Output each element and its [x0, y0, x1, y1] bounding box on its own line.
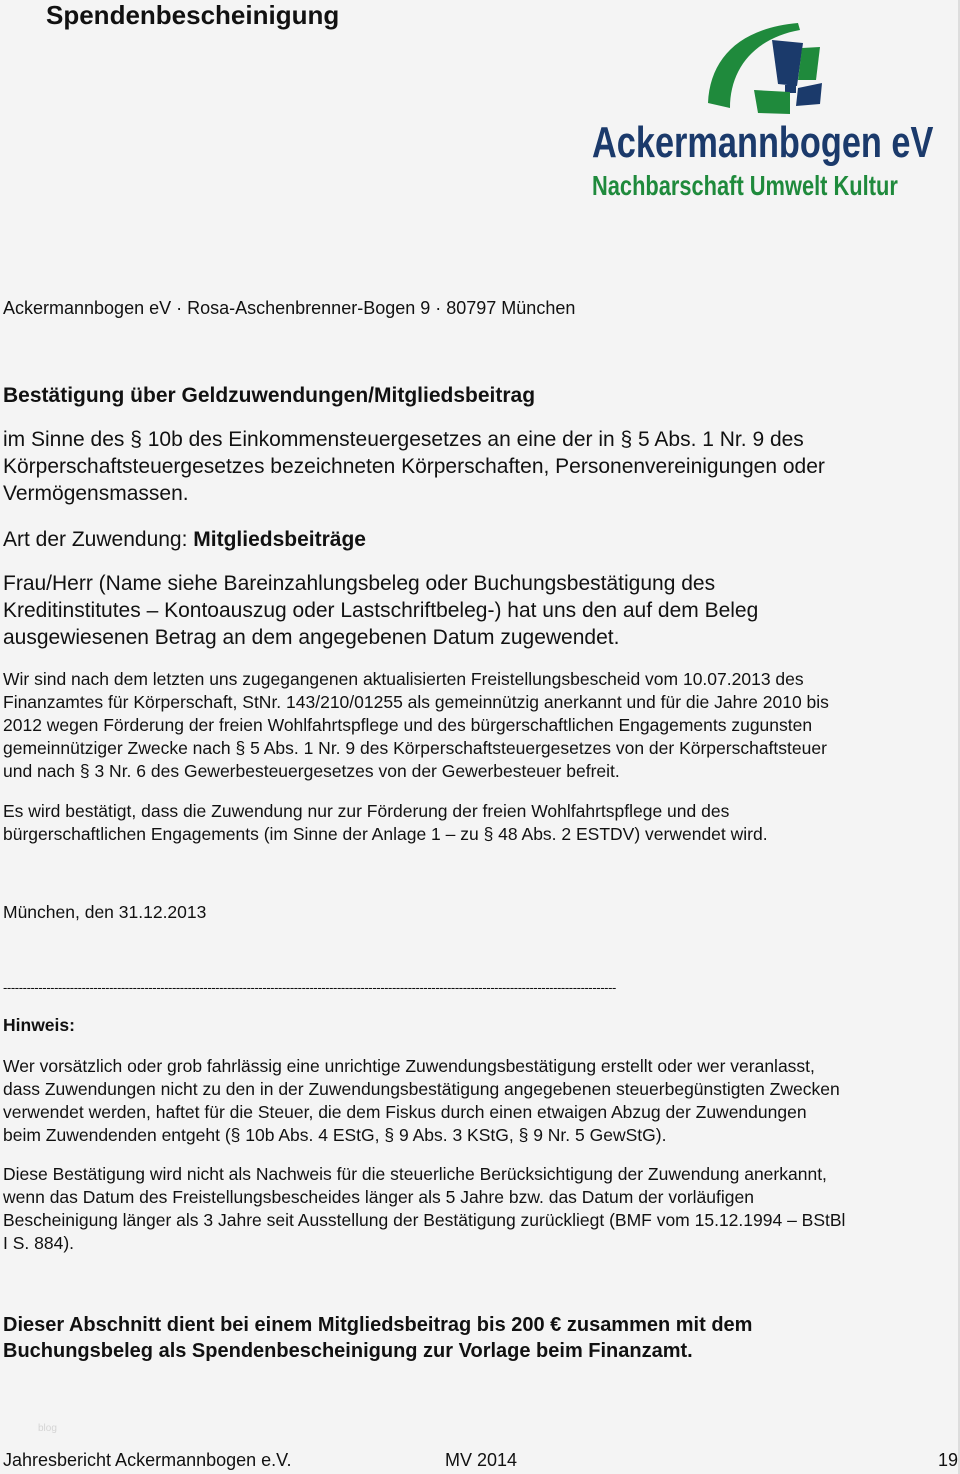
exemption-paragraph — [3, 668, 829, 783]
hinweis-paragraph-1 — [3, 1055, 840, 1147]
closing-note — [3, 1312, 752, 1364]
text-line: Diese Bestätigung wird nicht als Nachweis für die steuerliche Berücksichtigung der Zuwendung anerkannt, — [3, 1164, 827, 1184]
text-line: dass Zuwendungen nicht zu den in der Zuwendungsbestätigung angegebenen steuerbegünstigten Zwecken — [3, 1079, 840, 1099]
text-line: Bescheinigung länger als 3 Jahre seit Ausstellung der Bestätigung zurückliegt (BMF vom 15.12.1994 – BStBl — [3, 1210, 846, 1230]
text-line: Dieser Abschnitt dient bei einem Mitgliedsbeitrag bis 200 € zusammen mit dem — [3, 1314, 753, 1336]
sender-address: Ackermannbogen eV · Rosa-Aschenbrenner-Bogen 9 · 80797 München — [3, 298, 576, 318]
text-line: Vermögensmassen. — [3, 482, 189, 505]
donation-type — [3, 526, 366, 553]
text-line: Körperschaftsteuergesetzes bezeichneten Körperschaften, Personenvereinigungen oder — [3, 455, 825, 478]
text-line: Es wird bestätigt, dass die Zuwendung nur zur Förderung der freien Wohlfahrtspflege und des — [3, 801, 730, 821]
text-line: bürgerschaftlichen Engagements (im Sinne der Anlage 1 – zu § 48 Abs. 2 ESTDV) verwendet wird. — [3, 824, 768, 844]
donation-type-value: Mitgliedsbeiträge — [193, 528, 366, 551]
watermark: blog — [38, 1423, 57, 1434]
footer-report-title: Jahresbericht Ackermannbogen e.V. — [3, 1450, 292, 1470]
logo-name: Ackermannbogen eV — [592, 118, 934, 167]
text-line: verwendet werden, haftet für die Steuer, die dem Fiskus durch einen etwaigen Abzug der Zuwendungen — [3, 1102, 807, 1122]
text-line: Wer vorsätzlich oder grob fahrlässig eine unrichtige Zuwendungsbestätigung erstellt oder wer veranlasst, — [3, 1056, 815, 1076]
text-line: 2012 wegen Förderung der freien Wohlfahrtspflege und des bürgerschaftlichen Engagements zugunsten — [3, 715, 813, 735]
donation-type-label: Art der Zuwendung: — [3, 528, 194, 551]
donor-paragraph — [3, 570, 758, 651]
text-line: Kreditinstitutes – Kontoauszug oder Lastschriftbeleg-) hat uns den auf dem Beleg — [3, 599, 759, 622]
hinweis-label: Hinweis: — [3, 1015, 75, 1035]
place-date: München, den 31.12.2013 — [3, 902, 207, 922]
footer-meeting: MV 2014 — [445, 1450, 518, 1470]
text-line: ausgewiesenen Betrag an dem angegebenen Datum zugewendet. — [3, 626, 620, 649]
text-line: und nach § 3 Nr. 6 des Gewerbesteuergesetzes von der Gewerbesteuer befreit. — [3, 761, 620, 781]
footer-page-number: 19 — [937, 1450, 958, 1470]
intro-paragraph — [3, 426, 825, 507]
text-line: I S. 884). — [3, 1233, 75, 1253]
text-line: beim Zuwendenden entgeht (§ 10b Abs. 4 EStG, § 9 Abs. 3 KStG, § 9 Nr. 5 GewStG). — [3, 1125, 667, 1145]
certificate-heading: Bestätigung über Geldzuwendungen/Mitgliedsbeitrag — [3, 384, 536, 407]
text-line: gemeinnütziger Zwecke nach § 5 Abs. 1 Nr. 9 des Körperschaftsteuergesetzes von der Körperschaftsteuer — [3, 738, 827, 758]
hinweis-paragraph-2 — [3, 1163, 845, 1255]
document-title: Spendenbescheinigung — [46, 0, 340, 30]
confirmation-paragraph — [3, 800, 768, 846]
logo-emblem-icon — [590, 8, 960, 118]
separator-line: ------------------------------------------------------------------------------------------------------------------------------------------------------------ — [3, 980, 616, 995]
text-line: Buchungsbeleg als Spendenbescheinigung zur Vorlage beim Finanzamt. — [3, 1340, 693, 1362]
text-line: Wir sind nach dem letzten uns zugegangenen aktualisierten Freistellungsbescheid vom 10.07.2013 des — [3, 669, 804, 689]
text-line: im Sinne des § 10b des Einkommensteuergesetzes an eine der in § 5 Abs. 1 Nr. 9 des — [3, 428, 804, 451]
logo-tagline: Nachbarschaft Umwelt Kultur — [592, 170, 898, 201]
text-line: Frau/Herr (Name siehe Bareinzahlungsbeleg oder Buchungsbestätigung des — [3, 572, 716, 595]
organization-logo — [590, 8, 960, 208]
text-line: wenn das Datum des Freistellungsbescheides länger als 5 Jahre bzw. das Datum der vorläufigen — [3, 1187, 754, 1207]
text-line: Finanzamtes für Körperschaft, StNr. 143/210/01255 als gemeinnützig anerkannt und für die Jahre 2010 bis — [3, 692, 829, 712]
